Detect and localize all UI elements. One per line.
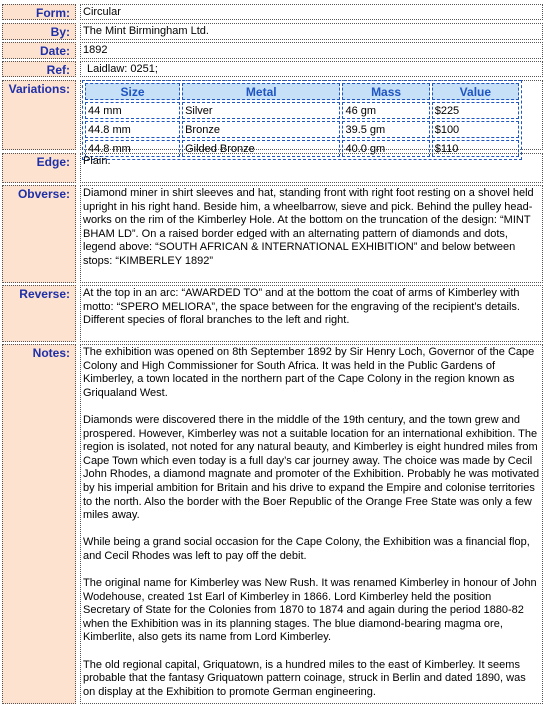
reverse-row: [2, 285, 543, 342]
column-header-value: Value: [432, 83, 519, 100]
table-row: [85, 121, 519, 138]
notes-paragraph: Diamonds were discovered there in the middle of the 19th century, and the town grew and prospered. However, Kimberley was not a suitable location for an international exhibition. The region is isolated, not noted for any natural beauty, and Kimberley is eight hundred miles from Cape Town which even today is a full day’s car journey away. The choice was made by Cecil John Rhodes, a diamond magnate and promoter of the Exhibition. Probably he was motivated by his imperial ambition for Britain and his drive to expand the Empire and colonise territories to the north. Also the border with the Boer Republic of the Orange Free State was only a few miles away.: [83, 413, 540, 522]
edge-label: Edge:: [2, 153, 76, 183]
form-value: Circular: [80, 4, 543, 20]
date-label: Date:: [2, 42, 76, 59]
variations-header-row: [85, 83, 519, 100]
column-header-mass: Mass: [342, 83, 429, 100]
cell-metal: Bronze: [182, 121, 340, 138]
form-label: Form:: [2, 4, 76, 20]
cell-mass: 46 gm: [342, 102, 429, 119]
reverse-label: Reverse:: [2, 285, 76, 342]
column-header-size: Size: [85, 83, 180, 100]
cell-value: $225: [432, 102, 519, 119]
obverse-text: Diamond miner in shirt sleeves and hat, standing front with right foot resting on a shovel held upright in his right hand. Beside him, a wheelbarrow, sieve and pick. Behind the pulley head-works on the rim of the Kimberley Hole. At the bottom on the truncation of the design: “MINT BHAM LD”. On a raised border edged with an alternating pattern of diamonds and dots, legend above: “SOUTH AFRICAN & INTERNATIONAL EXHIBITION” and below between stops: “KIMBERLEY 1892”: [80, 185, 543, 283]
cell-size: 44 mm: [85, 102, 180, 119]
date-value: 1892: [80, 42, 543, 59]
cell-mass: 40.0 gm: [342, 140, 429, 157]
notes-paragraph: While being a grand social occasion for the Cape Colony, the Exhibition was a financial flop, and Cecil Rhodes was left to pay off the debit.: [83, 536, 530, 562]
by-row: [2, 23, 543, 40]
reverse-text: At the top in an arc: “AWARDED TO” and at the bottom the coat of arms of Kimberley with motto: “SPERO MELIORA”, the space between for the engraving of the recipient’s details. Different species of floral branches to the left and right.: [80, 285, 543, 342]
table-row: [85, 102, 519, 119]
cell-value: $110: [432, 140, 519, 157]
ref-label: Ref:: [2, 61, 76, 77]
cell-metal: Silver: [182, 102, 340, 119]
edge-row: [2, 153, 543, 183]
edge-value: Plain.: [80, 153, 543, 183]
variations-table: [82, 80, 522, 160]
notes-paragraph: The original name for Kimberley was New Rush. It was renamed Kimberley in honour of John Wodehouse, created 1st Earl of Kimberley in 1866. Lord Kimberley held the position Secretary of State for the Colonies from 1870 to 1874 and again during the period 1880-82 when the Exhibition was in its planning stages. The blue diamond-bearing magma ore, Kimberlite, also gets its name from Lord Kimberley.: [83, 577, 537, 644]
cell-mass: 39.5 gm: [342, 121, 429, 138]
obverse-row: [2, 185, 543, 283]
column-header-metal: Metal: [182, 83, 340, 100]
variations-label: Variations:: [2, 80, 76, 150]
notes-label: Notes:: [2, 344, 76, 704]
ref-value: Laidlaw: 0251;: [80, 61, 543, 77]
obverse-label: Obverse:: [2, 185, 76, 283]
notes-row: [2, 344, 543, 704]
cell-size: 44.8 mm: [85, 121, 180, 138]
notes-body: [80, 344, 543, 704]
notes-paragraph: The exhibition was opened on 8th September 1892 by Sir Henry Loch, Governor of the Cape Colony and High Commissioner for South Africa. It was held in the Public Gardens of Kimberley, a town located in the northern part of the Cape Colony in the region known as Griqualand West.: [83, 346, 535, 399]
by-value: The Mint Birmingham Ltd.: [80, 23, 543, 40]
form-row: [2, 4, 543, 20]
date-row: [2, 42, 543, 59]
variations-row: [2, 80, 543, 155]
cell-size: 44.8 mm: [85, 140, 180, 157]
ref-row: [2, 61, 543, 77]
by-label: By:: [2, 23, 76, 40]
cell-metal: Gilded Bronze: [182, 140, 340, 157]
notes-paragraph: The old regional capital, Griquatown, is a hundred miles to the east of Kimberley. It seems probable that the fantasy Griquatown pattern coinage, struck in Berlin and dated 1890, was on display at the Exhibition to promote German engineering.: [83, 658, 526, 698]
cell-value: $100: [432, 121, 519, 138]
